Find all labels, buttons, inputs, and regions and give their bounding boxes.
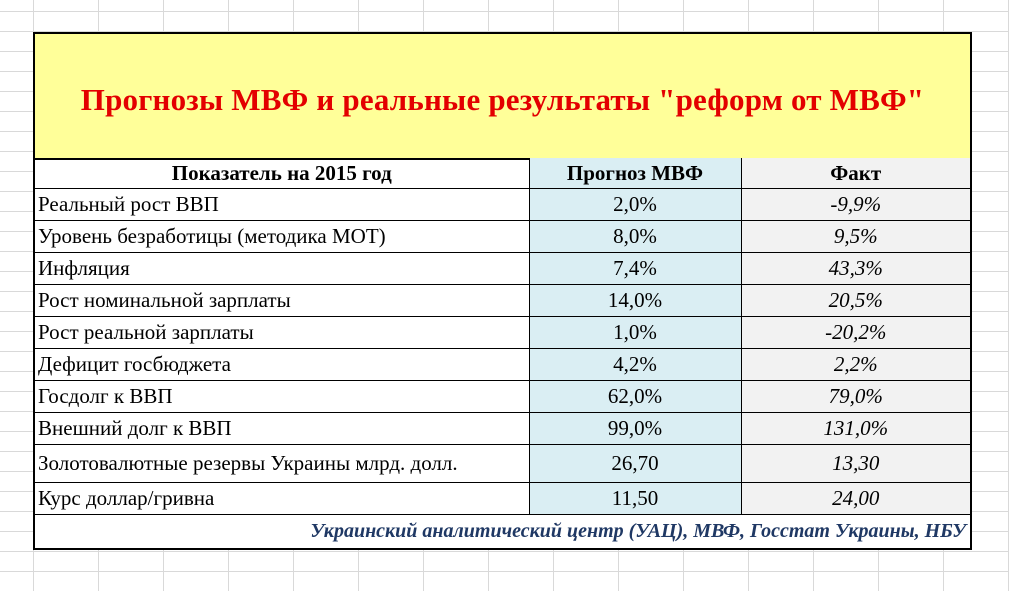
row-forecast[interactable]: 14,0% [529,285,741,317]
row-label[interactable]: Курс доллар/гривна [35,483,529,515]
table-row [35,483,970,515]
row-label[interactable]: Рост реальной зарплаты [35,317,529,349]
row-fact[interactable]: 2,2% [741,349,970,381]
header-forecast[interactable]: Прогноз МВФ [529,158,741,189]
table-row [35,221,970,253]
row-forecast[interactable]: 4,2% [529,349,741,381]
row-label[interactable]: Золотовалютные резервы Украины млрд. долл. [35,445,529,483]
table-row [35,253,970,285]
row-forecast[interactable]: 62,0% [529,381,741,413]
row-fact[interactable]: 20,5% [741,285,970,317]
data-table [35,158,970,548]
row-forecast[interactable]: 11,50 [529,483,741,515]
row-label[interactable]: Рост номинальной зарплаты [35,285,529,317]
row-label[interactable]: Дефицит госбюджета [35,349,529,381]
row-forecast[interactable]: 99,0% [529,413,741,445]
header-row [35,158,970,189]
row-fact[interactable]: 79,0% [741,381,970,413]
table-row [35,381,970,413]
row-label[interactable]: Внешний долг к ВВП [35,413,529,445]
row-forecast[interactable]: 8,0% [529,221,741,253]
row-fact[interactable]: 43,3% [741,253,970,285]
table-row [35,189,970,221]
row-fact[interactable]: 9,5% [741,221,970,253]
row-label[interactable]: Реальный рост ВВП [35,189,529,221]
source-row [35,515,970,549]
table-row [35,285,970,317]
row-label[interactable]: Инфляция [35,253,529,285]
title-block[interactable] [35,34,970,160]
row-label[interactable]: Уровень безработицы (методика МОТ) [35,221,529,253]
row-fact[interactable]: -20,2% [741,317,970,349]
table-row [35,349,970,381]
row-forecast[interactable]: 1,0% [529,317,741,349]
row-forecast[interactable]: 26,70 [529,445,741,483]
header-indicator[interactable]: Показатель на 2015 год [35,158,529,189]
row-fact[interactable]: 13,30 [741,445,970,483]
table-title: Прогнозы МВФ и реальные результаты "реформ от МВФ" [80,82,925,117]
table-row [35,413,970,445]
row-fact[interactable]: -9,9% [741,189,970,221]
table-row [35,317,970,349]
row-label[interactable]: Госдолг к ВВП [35,381,529,413]
forecast-table-sheet [33,32,972,550]
row-forecast[interactable]: 2,0% [529,189,741,221]
row-fact[interactable]: 24,00 [741,483,970,515]
row-forecast[interactable]: 7,4% [529,253,741,285]
row-fact[interactable]: 131,0% [741,413,970,445]
header-fact[interactable]: Факт [741,158,970,189]
source-note[interactable]: Украинский аналитический центр (УАЦ), МВФ, Госстат Украины, НБУ [35,515,970,549]
table-row [35,445,970,483]
